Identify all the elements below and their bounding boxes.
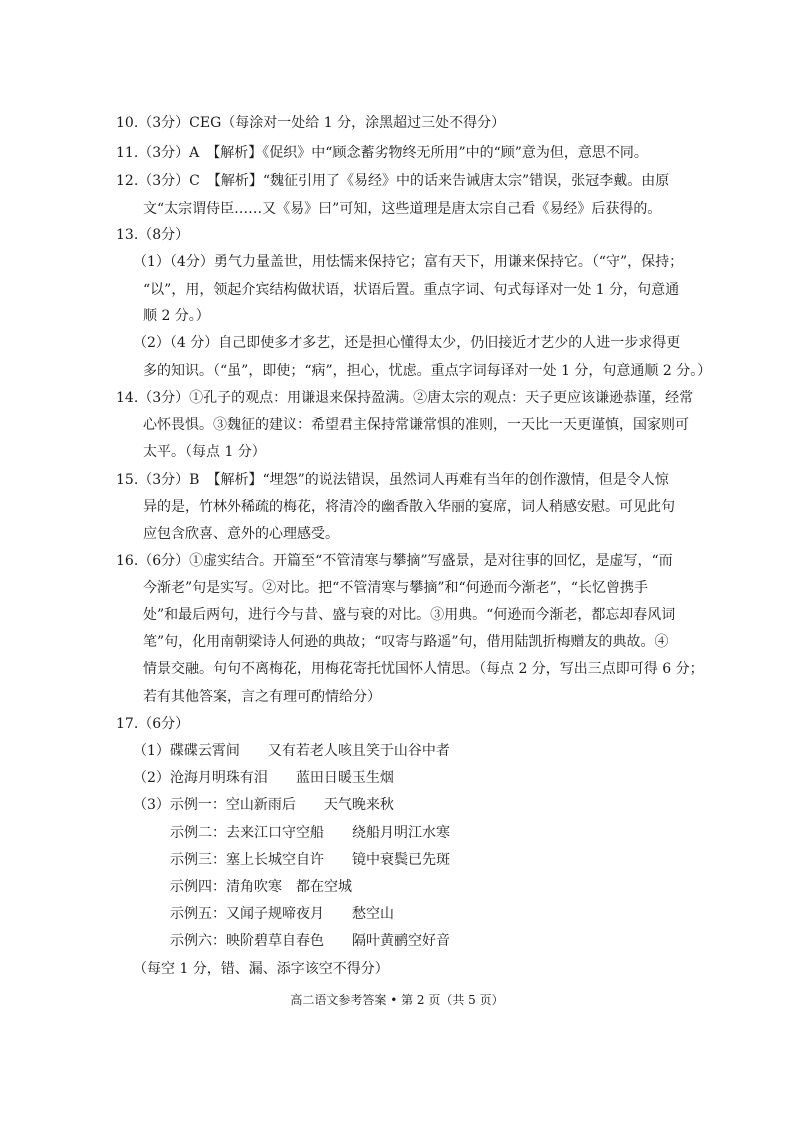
page-footer: 高二语文参考答案 • 第 2 页（共 5 页） (290, 993, 504, 1007)
answer-q15-line-2: 异的是，竹林外稀疏的梅花，将清冷的幽香散入华丽的宴席，词人稍感安慰。可见此句 (143, 499, 675, 515)
answer-q17-item-1: （1）碟碟云霄间 又有若老人咳且笑于山谷中者 (133, 743, 450, 759)
answer-q15-line-3: 应包含欣喜、意外的心理感受。 (143, 526, 339, 542)
answer-q14-line-3: 太平。（每点 1 分） (143, 444, 266, 460)
answer-q11: 11.（3分）A 【解析】《促织》中“顾念蓄劣物终无所用”中的“顾”意为但，意思不同。 (116, 145, 648, 161)
answer-q14-line-2: 心怀畏惧。③魏征的建议：希望君主保持常谦常惧的准则，一天比一天更谨慎，国家则可 (143, 417, 689, 433)
answer-q17-example-4: 示例四：清角吹寒 都在空城 (170, 879, 352, 895)
answer-q13-2-line-1: （2）（4 分）自己即使多才多艺，还是担心懂得太少，仍旧接近才艺少的人进一步求得更 (133, 335, 681, 351)
answer-q16-line-4: 笔”句，化用南朝梁诗人何逊的典故；“叹寄与路遥”句，借用陆凯折梅赠友的典故。④ (143, 634, 669, 650)
answer-q15-line-1: 15.（3分）B 【解析】“埋怨”的说法错误，虽然词人再难有当年的创作激情，但是令人惊 (116, 472, 669, 488)
answer-q17-note: （每空 1 分，错、漏、添字该空不得分） (133, 961, 389, 977)
answer-q17-example-5: 示例五：又闻子规啼夜月 愁空山 (170, 906, 394, 922)
answer-q10: 10.（3分）CEG（每涂对一处给 1 分，涂黑超过三处不得分） (116, 115, 506, 131)
answer-q16-line-6: 若有其他答案，言之有理可酌情给分） (143, 689, 381, 705)
answer-q13-1-line-1: （1）（4分）勇气力量盖世，用怯懦来保持它；富有天下，用谦来保持它。（“守”，保持； (133, 254, 684, 270)
answer-q16-line-5: 情景交融。句句不离梅花，用梅花寄托忧国怀人情思。（每点 2 分，写出三点即可得 6 分； (143, 661, 704, 677)
answer-q16-line-2: 今渐老”句是实写。②对比。把“不管清寒与攀摘”和“何逊而今渐老”，“长忆曾携手 (143, 580, 648, 596)
answer-q12-line-2: 文“太宗谓侍臣……又《易》曰”可知，这些道理是唐太宗自己看《易经》后获得的。 (143, 201, 662, 217)
answer-q16-line-3: 处”和最后两句，进行今与昔、盛与衰的对比。③用典。“何逊而今渐老，都忘却春风词 (143, 607, 676, 623)
answer-q13-2-line-2: 多的知识。（“虽”，即使；“病”，担心，忧虑。重点字词每译对一处 1 分，句意通顺 2 分。） (143, 363, 712, 379)
answer-q12-line-1: 12.（3分）C 【解析】“魏征引用了《易经》中的话来告诫唐太宗”错误，张冠李戴。由原 (116, 173, 670, 189)
answer-q16-line-1: 16.（6分）①虚实结合。开篇至“不管清寒与攀摘”写盛景，是对往事的回忆，是虚写，“而 (116, 553, 673, 569)
answer-q17-example-6: 示例六：映阶碧草自春色 隔叶黄鹂空好音 (170, 933, 450, 949)
answer-q14-line-1: 14.（3分）①孔子的观点：用谦退来保持盈满。②唐太宗的观点：天子更应该谦逊恭谨，经常 (116, 390, 694, 406)
answer-q17-head: 17.（6分） (116, 716, 190, 732)
answer-q17-item-3: （3）示例一：空山新雨后 天气晚来秋 (133, 797, 394, 813)
answer-q13-1-line-2: “以”，用，领起介宾结构做状语，状语后置。重点字词、句式每译对一处 1 分，句意通 (143, 282, 680, 298)
answer-q17-example-2: 示例二：去来江口守空船 绕船月明江水寒 (170, 825, 450, 841)
answer-q17-item-2: （2）沧海月明珠有泪 蓝田日暖玉生烟 (133, 770, 394, 786)
answer-q13-head: 13.（8分） (116, 227, 190, 243)
answer-q13-1-line-3: 顺 2 分。） (143, 308, 210, 324)
answer-q17-example-3: 示例三：塞上长城空自许 镜中衰鬓已先斑 (170, 852, 450, 868)
